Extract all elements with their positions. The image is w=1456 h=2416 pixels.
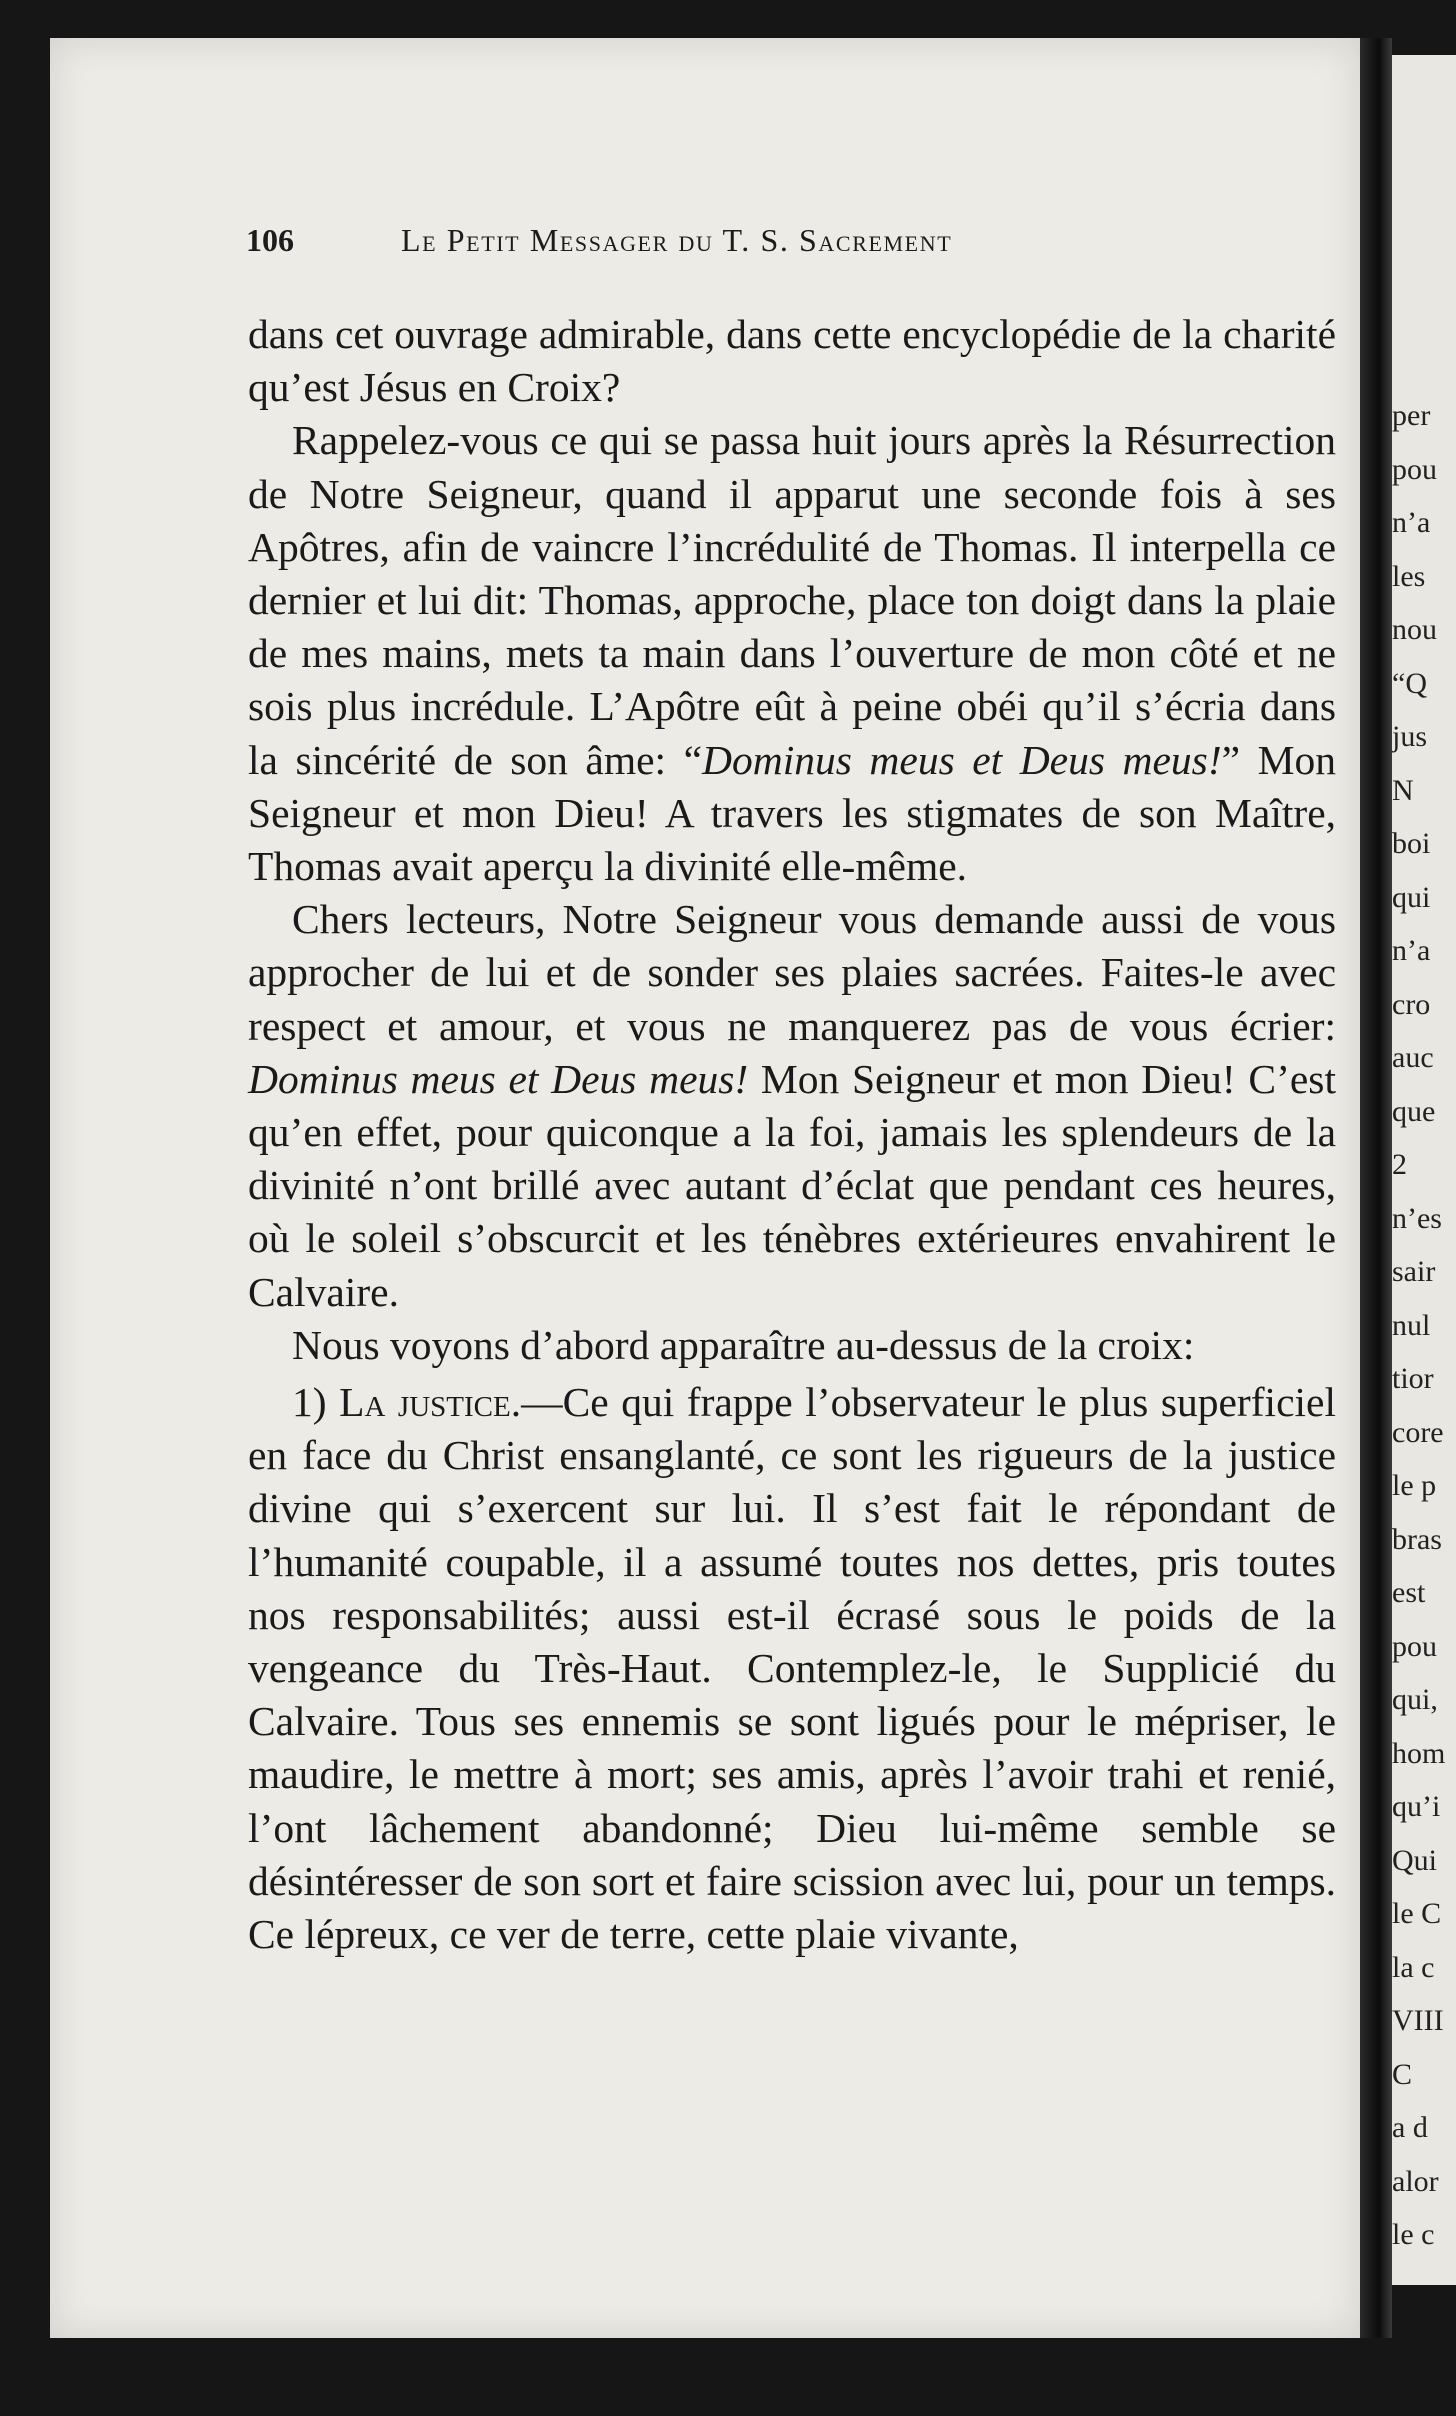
adjacent-line-fragment: le p: [1392, 1469, 1437, 1502]
adjacent-line-fragment: C: [1392, 2057, 1413, 2091]
adjacent-line-fragment: que: [1392, 1094, 1436, 1128]
running-title: Le Petit Messager du T. S. Sacrement: [401, 222, 953, 258]
running-head: [246, 222, 1346, 274]
adjacent-line-fragment: cro: [1392, 987, 1431, 1021]
adjacent-line-fragment: core: [1392, 1415, 1444, 1449]
adjacent-line-fragment: bras: [1392, 1522, 1442, 1556]
adjacent-line-fragment: nou: [1392, 613, 1437, 646]
adjacent-line-fragment: Qui: [1392, 1843, 1437, 1877]
paragraph-1: dans cet ouvrage admirable, dans cette encyclopédie de la charité qu’est Jésus en Croix?: [248, 311, 1336, 411]
adjacent-line-fragment: le c: [1392, 2218, 1435, 2251]
paragraph-5: 1) La justice.—Ce qui frappe l’observateur le plus superficiel en face du Christ ensanglanté, ce sont les rigueurs de la justice divine qui s’exercent sur lui. Il s’est fait le répondant de l’humanité coupable, il a assumé toutes nos dettes, pris toutes nos responsabilités; aussi est-il écrasé sous le poids de la vengeance du Très-Haut. Contemplez-le, le Supplicié du Calvaire. Tous ses ennemis se sont ligués pour le mépriser, le maudire, le mettre à mort; ses amis, après l’avoir trahi et renié, l’ont lâchement abandonné; Dieu lui-même semble se désintéresser de son sort et faire scission avec lui, pour un temps. Ce lépreux, ce ver de terre, cette plaie vivante,: [248, 1379, 1336, 1958]
page-number: 106: [246, 222, 294, 258]
adjacent-line-fragment: qui,: [1392, 1683, 1438, 1716]
paragraph-4: Nous voyons d’abord apparaître au-dessus de la croix:: [292, 1321, 1195, 1368]
adjacent-line-fragment: pou: [1392, 452, 1437, 486]
adjacent-line-fragment: pou: [1392, 1629, 1437, 1663]
adjacent-line-fragment: est: [1392, 1576, 1426, 1609]
book-gutter: [1360, 38, 1392, 2338]
adjacent-line-fragment: boi: [1392, 827, 1431, 860]
adjacent-line-fragment: alor: [1392, 2164, 1439, 2198]
latin-quote: Dominus meus et Deus meus!: [702, 736, 1222, 783]
adjacent-line-fragment: a d: [1392, 2111, 1428, 2144]
adjacent-line-fragment: per: [1392, 399, 1431, 432]
adjacent-line-fragment: sair: [1392, 1255, 1436, 1288]
adjacent-line-fragment: N: [1392, 773, 1414, 807]
adjacent-line-fragment: n’a: [1392, 506, 1431, 539]
page-body: [248, 308, 1336, 1961]
adjacent-line-fragment: hom: [1392, 1736, 1446, 1770]
section-heading: La justice.: [339, 1379, 522, 1426]
adjacent-line-fragment: qui: [1392, 880, 1431, 914]
adjacent-line-fragment: n’es: [1392, 1201, 1442, 1235]
adjacent-line-fragment: “Q: [1392, 666, 1427, 700]
paragraph-2: Rappelez-vous ce qui se passa huit jours après la Résurrection de Notre Seigneur, quand il apparut une seconde fois à ses Apôtres, afin de vaincre l’incrédulité de Thomas. Il interpella ce dernier et lui dit: Thomas, approche, place ton doigt dans la plaie de mes mains, mets ta main dans l’ouverture de mon côté et ne sois plus incrédule. L’Apôtre eût à peine obéi qu’il s’écria dans la sincérité de son âme: “Dominus meus et Deus meus!” Mon Seigneur et mon Dieu! A travers les stigmates de son Maître, Thomas avait aperçu la divinité elle-même.: [248, 417, 1336, 890]
adjacent-line-fragment: le C: [1392, 1897, 1442, 1930]
adjacent-line-fragment: VIII: [1392, 2004, 1444, 2037]
adjacent-line-fragment: auc: [1392, 1041, 1434, 1074]
adjacent-line-fragment: n’a: [1392, 934, 1431, 967]
adjacent-line-fragment: jus: [1392, 720, 1428, 753]
adjacent-line-fragment: qu’i: [1392, 1790, 1441, 1823]
latin-quote: Dominus meus et Deus meus!: [248, 1055, 749, 1102]
paragraph-3: Chers lecteurs, Notre Seigneur vous demande aussi de vous approcher de lui et de sonder ses plaies sacrées. Faites-le avec respect et amour, et vous ne manquerez pas de vous écrier: Dominus meus et Deus meus! Mon Seigneur et mon Dieu! C’est qu’en effet, pour quiconque a la foi, jamais les splendeurs de la divinité n’ont brillé avec autant d’éclat que pendant ces heures, où le soleil s’obscurcit et les ténèbres extérieures envahirent le Calvaire.: [248, 896, 1336, 1315]
adjacent-page-text: [1392, 389, 1445, 2262]
adjacent-line-fragment: nul: [1392, 1308, 1431, 1342]
adjacent-line-fragment: 2: [1392, 1148, 1407, 1181]
adjacent-line-fragment: tior: [1392, 1362, 1434, 1395]
adjacent-page-edge: [1392, 55, 1456, 2285]
adjacent-line-fragment: les: [1392, 559, 1426, 593]
adjacent-line-fragment: la c: [1392, 1950, 1435, 1984]
